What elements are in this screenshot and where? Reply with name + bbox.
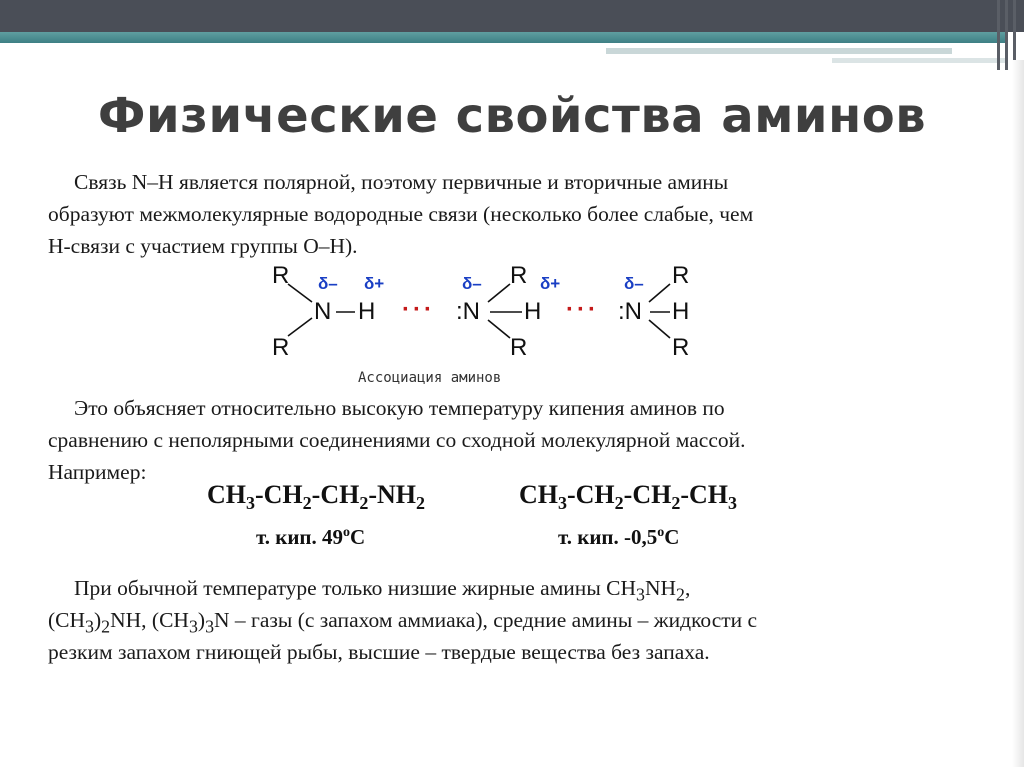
boiling-point-propylamine: т. кип. 49$^o$C bbox=[256, 525, 366, 549]
hydrogen-bond-dots: ··· bbox=[566, 296, 599, 323]
atom-r: R bbox=[510, 262, 528, 289]
partial-charge-negative: δ– bbox=[318, 274, 338, 293]
bond-n-r bbox=[649, 284, 670, 302]
atom-n: N bbox=[314, 298, 332, 325]
atom-h: H bbox=[672, 298, 690, 325]
hydrogen-bond-dots: ··· bbox=[402, 296, 435, 323]
bond-n-r bbox=[488, 284, 510, 302]
atom-r: R bbox=[672, 262, 690, 289]
partial-charge-negative: δ– bbox=[624, 274, 644, 293]
paragraph-line: Это объясняет относительно высокую температуру кипения аминов по bbox=[74, 396, 725, 420]
bond-n-r bbox=[649, 320, 670, 338]
paragraph-line: H-связи с участием группы O–H). bbox=[48, 234, 358, 258]
paragraph-physical-state: При обычной температуре только низшие жирные амины $CH_3NH_2$, $(CH_3)_2NH$, $(CH_3)_3N$ – газы (с запахом аммиака), средние амины – жидкости с резким запахом гниющей рыбы, высшие – твердые вещества без запаха. bbox=[48, 576, 758, 664]
atom-n-lone-pair: :N bbox=[618, 298, 642, 325]
formula-butane: $CH_3-CH_2-CH_2-CH_3$ bbox=[519, 480, 738, 514]
atom-h: H bbox=[358, 298, 376, 325]
bond-n-r bbox=[488, 320, 510, 338]
boiling-point-butane: т. кип. -0,5$^o$C bbox=[558, 525, 680, 549]
paragraph-line: Связь N–H является полярной, поэтому первичные и вторичные амины bbox=[74, 170, 729, 194]
partial-charge-positive: δ+ bbox=[364, 274, 385, 293]
paragraph-line: образуют межмолекулярные водородные связи (несколько более слабые, чем bbox=[48, 202, 754, 226]
atom-r: R bbox=[672, 334, 690, 361]
atom-r: R bbox=[272, 334, 290, 361]
formula-propylamine: $CH_3-CH_2-CH_2-NH_2$ bbox=[207, 480, 426, 514]
atom-r: R bbox=[272, 262, 290, 289]
page-title: Физические свойства аминов bbox=[97, 88, 927, 144]
partial-charge-positive: δ+ bbox=[540, 274, 561, 293]
diagram-caption: Ассоциация аминов bbox=[358, 370, 502, 386]
paragraph-line: Например: bbox=[48, 460, 147, 484]
paragraph-line: резким запахом гниющей рыбы, высшие – твердые вещества без запаха. bbox=[48, 640, 710, 664]
atom-h: H bbox=[524, 298, 542, 325]
paragraph-line: сравнению с неполярными соединениями со сходной молекулярной массой. bbox=[48, 428, 746, 452]
bond-r-n bbox=[288, 284, 312, 302]
bond-r-n bbox=[288, 318, 312, 336]
atom-r: R bbox=[510, 334, 528, 361]
partial-charge-negative: δ– bbox=[462, 274, 482, 293]
atom-n-lone-pair: :N bbox=[456, 298, 480, 325]
paragraph-boiling-point bbox=[48, 392, 998, 488]
